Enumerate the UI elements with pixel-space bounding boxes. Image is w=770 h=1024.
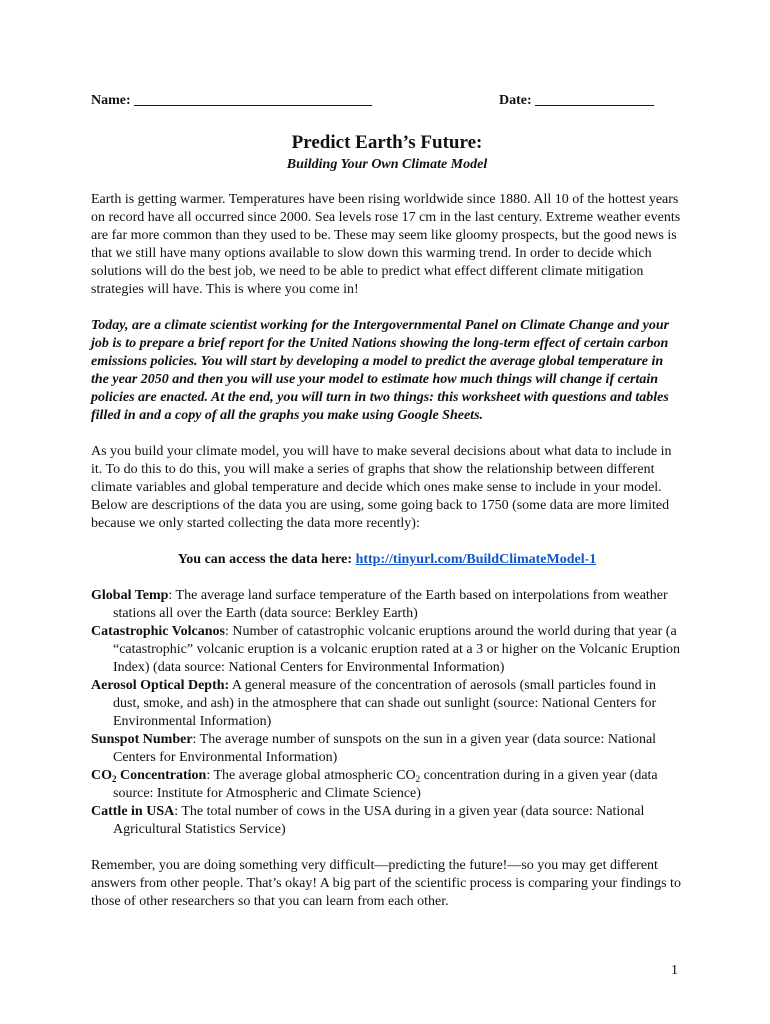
definition-cattle-in-usa: [91, 803, 683, 839]
definition-global-temp: [91, 587, 683, 623]
date-label: Date:: [499, 93, 536, 108]
definition-term: Cattle in USA: [91, 804, 175, 819]
definition-term: Aerosol Optical Depth:: [91, 678, 230, 693]
data-link[interactable]: http://tinyurl.com/BuildClimateModel-1: [355, 552, 597, 567]
date-field: [499, 92, 654, 110]
name-label: Name:: [91, 93, 135, 108]
header-fields: [91, 92, 683, 114]
intro-paragraph: Earth is getting warmer. Temperatures have been rising worldwide since 1880. All 10 of the hottest years on record have all occurred since 2000. Sea levels rose 17 cm in the last century. Extreme weather events are far more common than they used to be. These may seem like gloomy prospects, but the good news is that we still have many options available to slow down this warming trend. In order to decide which solutions will do the best job, we need to be able to predict what effect different climate mitigation strategies will have. This is where you come in!: [91, 192, 681, 297]
closing-paragraph: Remember, you are doing something very difficult—predicting the future!—so you may get different answers from other people. That’s okay! A big part of the scientific process is comparing your findings to those of other researchers so that you can learn from each other.: [91, 858, 681, 909]
date-blank: _________________: [535, 93, 655, 108]
definition-text-b: concentration during in a given year (data source: Institute for Atmospheric and Climate Science): [113, 768, 658, 801]
definition-text: : The total number of cows in the USA during in a given year (data source: National Agricultural Statistics Service): [113, 804, 645, 837]
definition-text-subscript: 2: [415, 774, 421, 784]
page-subtitle: Building Your Own Climate Model: [286, 157, 488, 172]
task-paragraph: Today, are a climate scientist working for the Intergovernmental Panel on Climate Change and your job is to prepare a brief report for the United Nations showing the long-term effect of certain carbon emissions policies. You will start by developing a model to predict the average global temperature in the year 2050 and then you will use your model to estimate how much things will change if certain policies are enacted. At the end, you will turn in two things: this worksheet with questions and tables filled in and a copy of all the graphs you make using Google Sheets.: [91, 318, 670, 423]
definition-sunspot-number: [91, 731, 683, 767]
worksheet-page: [91, 92, 683, 911]
definition-co2-concentration: [91, 767, 683, 803]
definition-text: A general measure of the concentration of aerosols (small particles found in dust, smoke, and ash) in the atmosphere that can shade out sunlight (source: National Centers for Environmental Information): [113, 678, 657, 729]
definition-term: Sunspot Number: [91, 732, 193, 747]
definition-term: Global Temp: [91, 588, 169, 603]
name-blank: __________________________________: [134, 93, 373, 108]
definition-text-a: : The average global atmospheric CO: [206, 768, 416, 783]
data-paragraph: As you build your climate model, you will have to make several decisions about what data to include in it. To do this to do this, you will make a series of graphs that show the relationship between different climate variables and global temperature and decide which ones make sense to include in your model. Below are descriptions of the data you are using, some going back to 1750 (some data are more limited because we only started collecting the data more recently):: [91, 444, 672, 531]
definition-text: : Number of catastrophic volcanic eruptions around the world during that year (a “catastrophic” volcanic eruption is a volcanic eruption rated at a 3 or higher on the Volcanic Eruption Index) (data source: National Centers for Environmental Information): [113, 624, 681, 675]
definition-term-main: CO: [91, 768, 112, 783]
definition-term: [91, 768, 206, 783]
name-field: [91, 92, 372, 110]
page-number: 1: [671, 963, 678, 978]
definition-term-rest: Concentration: [116, 768, 207, 783]
data-access-label: You can access the data here:: [177, 552, 356, 567]
definition-text: : The average number of sunspots on the sun in a given year (data source: National Centers for Environmental Information): [113, 732, 657, 765]
definition-term-subscript: 2: [112, 774, 117, 784]
definition-aerosol-optical-depth: [91, 677, 683, 731]
definition-catastrophic-volcanos: [91, 623, 683, 677]
definition-text: : The average land surface temperature of the Earth based on interpolations from weather stations all over the Earth (data source: Berkley Earth): [113, 588, 668, 621]
definitions-list: [91, 587, 683, 839]
page-title: Predict Earth’s Future:: [291, 132, 483, 153]
data-access-line: [91, 551, 683, 569]
definition-term: Catastrophic Volcanos: [91, 624, 225, 639]
